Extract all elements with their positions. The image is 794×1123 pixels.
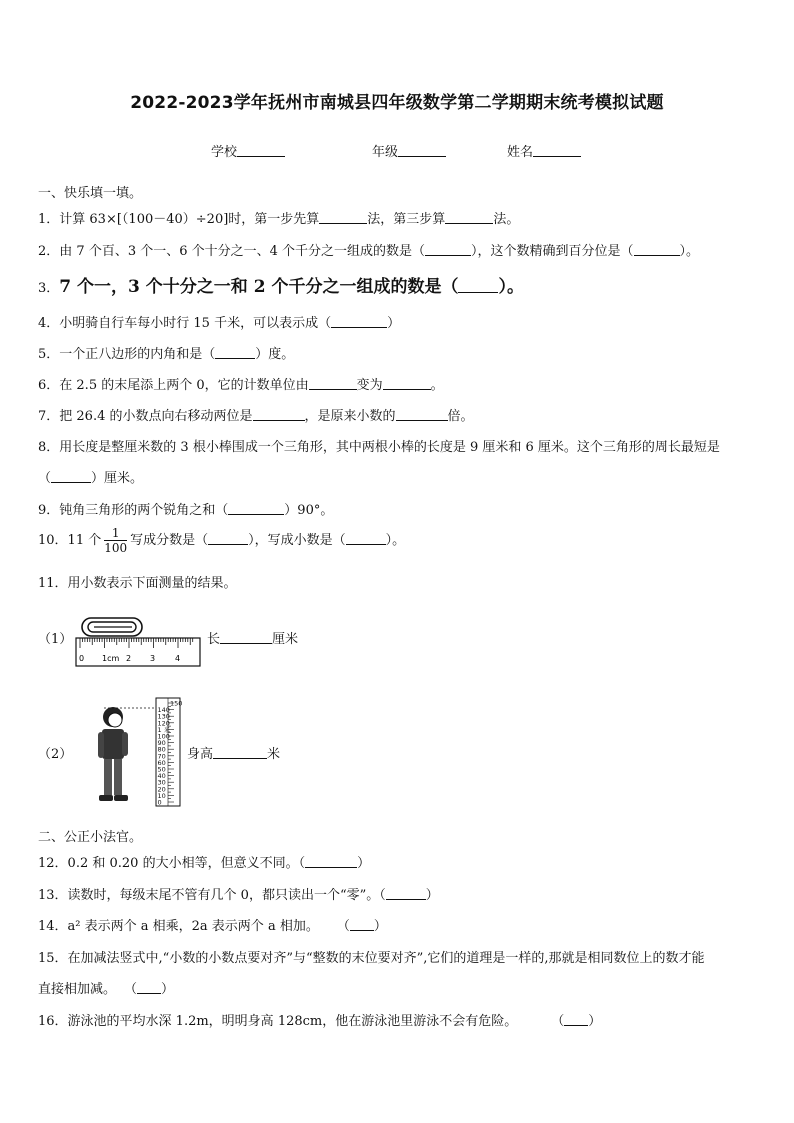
grade-label: 年级: [372, 145, 399, 160]
school-label: 学校: [211, 145, 238, 160]
q11-part1-answer: 长 厘米: [207, 632, 299, 647]
question-number: 16．: [38, 1014, 68, 1029]
question-7: 7．把 26.4 的小数点向右移动两位是 ，是原来小数的 倍。: [38, 409, 474, 424]
answer-blank[interactable]: [309, 377, 357, 390]
answer-blank[interactable]: [350, 918, 374, 931]
scale-label: 40: [157, 772, 166, 781]
paper-clip-icon: [82, 618, 142, 636]
question-6: 6．在 2.5 的末尾添上两个 0，它的计数单位由 变为 。: [38, 378, 444, 393]
question-number: 8．: [38, 440, 60, 455]
scale-label: 10: [157, 791, 166, 800]
answer-blank[interactable]: [137, 981, 161, 994]
question-1: 1．计算 63×[（100－40）÷20]时，第一步先算 法，第三步算 法。: [38, 212, 520, 227]
question-number: 2．: [38, 244, 60, 259]
ruler-label-2: 2: [126, 654, 132, 663]
scale-label: 70: [157, 752, 166, 761]
ruler-label-3: 3: [150, 654, 156, 663]
scale-label: 20: [157, 785, 166, 794]
question-number: 12．: [38, 856, 68, 871]
question-9: 9．钝角三角形的两个锐角之和（ ）90°。: [38, 503, 334, 518]
question-number: 3．: [38, 281, 60, 296]
question-number: 13．: [38, 888, 68, 903]
question-11: 11．用小数表示下面测量的结果。: [38, 576, 237, 591]
grade-blank[interactable]: [398, 144, 446, 157]
name-label: 姓名: [507, 145, 534, 160]
answer-blank[interactable]: [386, 887, 426, 900]
question-10: 10．11 个 $\frac{1}{100}$ 写成分数是（ ），写成小数是（ ）。: [38, 526, 406, 555]
exam-title: 2022-2023学年抚州市南城县四年级数学第二学期期末统考模拟试题: [130, 93, 664, 113]
scale-label: 0: [157, 798, 162, 807]
question-3: 3．7 个一，3 个十分之一和 2 个千分之一组成的数是（ ）。: [38, 277, 524, 297]
name-blank[interactable]: [533, 144, 581, 157]
answer-blank[interactable]: [228, 502, 284, 515]
question-2: 2．由 7 个百、3 个一、6 个十分之一、4 个千分之一组成的数是（ ），这个数精确到百分位是（ ）。: [38, 244, 700, 259]
answer-blank[interactable]: [396, 408, 448, 421]
ruler-icon: [76, 638, 200, 666]
scale-label: 1 米: [157, 725, 171, 734]
scale-label: 150: [170, 699, 183, 708]
answer-blank[interactable]: [253, 408, 305, 421]
school-field: [211, 141, 285, 160]
question-number: 15．: [38, 951, 68, 966]
section-heading-2: 二、公正小法官。: [38, 830, 143, 845]
question-4: 4．小明骑自行车每小时行 15 千米，可以表示成（ ）: [38, 316, 401, 331]
name-field: [507, 141, 581, 160]
question-8: 8．用长度是整厘米数的 3 根小棒围成一个三角形，其中两根小棒的长度是 9 厘米和 6 厘米。这个三角形的周长最短是: [38, 440, 720, 455]
question-12: 12．0.2 和 0.20 的大小相等，但意义不同。（ ）: [38, 856, 371, 871]
question-number: 10．: [38, 533, 68, 548]
question-14: 14．a² 表示两个 a 相乘，2a 表示两个 a 相加。 （ ）: [38, 919, 387, 934]
section-heading-1: 一、快乐填一填。: [38, 186, 143, 201]
height-measure-figure: [84, 696, 184, 810]
question-8-continued: （ ）厘米。: [38, 471, 144, 486]
answer-blank[interactable]: [215, 346, 255, 359]
q11-part2-label: （2）: [38, 747, 73, 762]
scale-label: 140: [157, 706, 170, 715]
measuring-scale-icon: [156, 698, 182, 807]
question-number: 5．: [38, 347, 60, 362]
answer-blank[interactable]: [383, 377, 431, 390]
paper-clip-ruler-figure: [74, 612, 204, 670]
question-13: 13．读数时，每级末尾不管有几个 0，都只读出一个“零”。（ ）: [38, 888, 439, 903]
answer-blank[interactable]: [208, 532, 248, 545]
child-figure-icon: [98, 707, 128, 801]
answer-blank[interactable]: [305, 855, 357, 868]
answer-blank[interactable]: [213, 746, 267, 759]
question-5: 5．一个正八边形的内角和是（ ）度。: [38, 347, 295, 362]
question-number: 9．: [38, 503, 60, 518]
ruler-label-0: 0: [79, 654, 85, 663]
scale-label: 130: [157, 712, 170, 721]
ruler-label-4: 4: [175, 654, 181, 663]
answer-blank[interactable]: [331, 315, 387, 328]
question-15-continued: 直接相加减。 （ ）: [38, 982, 175, 997]
answer-blank[interactable]: [458, 277, 498, 293]
question-number: 11．: [38, 576, 68, 591]
answer-blank[interactable]: [634, 243, 680, 256]
answer-blank[interactable]: [346, 532, 386, 545]
question-number: 1．: [38, 212, 60, 227]
scale-label: 100: [157, 732, 170, 741]
question-number: 4．: [38, 316, 60, 331]
scale-label: 50: [157, 765, 166, 774]
grade-field: [372, 141, 446, 160]
answer-blank[interactable]: [319, 211, 367, 224]
scale-label: 90: [157, 739, 166, 748]
question-15: 15．在加减法竖式中,“小数的小数点要对齐”与“整数的末位要对齐”,它们的道理是一样的,那就是相同数位上的数才能: [38, 951, 705, 966]
question-number: 14．: [38, 919, 68, 934]
ruler-label-1: 1cm: [102, 654, 120, 663]
school-blank[interactable]: [237, 144, 285, 157]
q11-part2-answer: 身高 米: [187, 747, 281, 762]
answer-blank[interactable]: [51, 470, 91, 483]
scale-label: 120: [157, 719, 170, 728]
answer-blank[interactable]: [425, 243, 471, 256]
question-number: 6．: [38, 378, 60, 393]
answer-blank[interactable]: [220, 631, 272, 644]
answer-blank[interactable]: [564, 1013, 588, 1026]
question-number: 7．: [38, 409, 60, 424]
question-16: 16．游泳池的平均水深 1.2m，明明身高 128cm，他在游泳池里游泳不会有危险。 （ ）: [38, 1014, 602, 1029]
fraction: $\frac{1}{100}$: [104, 526, 128, 555]
scale-label: 60: [157, 758, 166, 767]
answer-blank[interactable]: [445, 211, 493, 224]
scale-label: 80: [157, 745, 166, 754]
scale-label: 30: [157, 778, 166, 787]
q11-part1-label: （1）: [38, 632, 73, 647]
